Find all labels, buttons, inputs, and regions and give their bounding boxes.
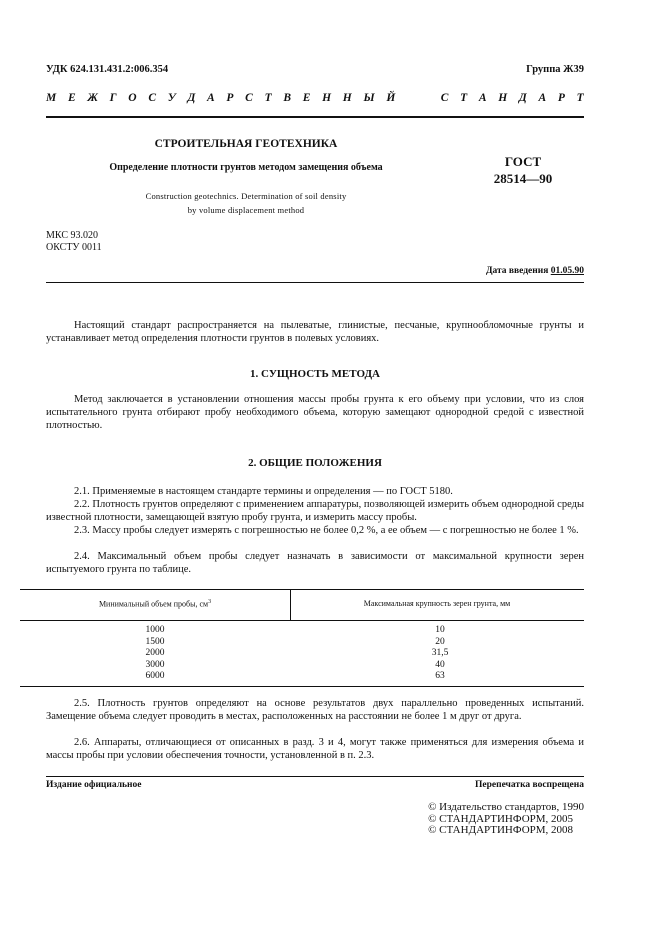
udk-code: УДК 624.131.431.2:006.354 xyxy=(46,64,169,75)
section-1-heading: 1. СУЩНОСТЬ МЕТОДА xyxy=(250,368,380,380)
table-top-rule xyxy=(20,589,584,590)
table-cell: 31,5 xyxy=(431,648,449,658)
copyright-line: © СТАНДАРТИНФОРМ, 2008 xyxy=(428,824,574,836)
interstate-standard-banner xyxy=(46,92,584,104)
table-column-min-volume xyxy=(90,625,220,683)
banner-letter: Е xyxy=(302,92,311,104)
banner-letter: У xyxy=(167,92,176,104)
banner-letter: Й xyxy=(386,92,396,104)
english-title-line1: Construction geotechnics. Determination of soil density xyxy=(145,191,347,201)
introduction-date xyxy=(486,266,584,276)
table-bottom-rule xyxy=(20,686,584,687)
date-value: 01.05.90 xyxy=(550,266,584,276)
intro-paragraph: Настоящий стандарт распространяется на пылеватые, глинистые, песчаные, крупнообломочные грунты и устанавливает метод определения плотности грунтов в полевых условиях. xyxy=(46,320,584,344)
gost-code: 28514—90 xyxy=(493,171,553,186)
banner-gap xyxy=(407,92,429,104)
clause-2-2: 2.2. Плотность грунтов определяют с применением аппаратуры, позволяющей измерить объем однородной среды известной плотности, замещающей взятую пробу грунта, и измерить массу пробы. xyxy=(46,499,584,523)
banner-letter: А xyxy=(538,92,547,104)
clause-2-1: 2.1. Применяемые в настоящем стандарте термины и определения — по ГОСТ 5180. xyxy=(74,486,453,497)
table-cell: 10 xyxy=(435,625,445,635)
table-cell: 1000 xyxy=(145,625,165,635)
title-block xyxy=(66,138,426,217)
table-cell: 2000 xyxy=(145,648,165,658)
official-edition-label: Издание официальное xyxy=(46,780,142,790)
banner-letter: В xyxy=(283,92,291,104)
banner-letter: Т xyxy=(460,92,468,104)
table-header-min-volume: Минимальный объем пробы, $см^3$ xyxy=(98,599,212,609)
table-header-rule xyxy=(20,620,584,621)
banner-letter: М xyxy=(46,92,57,104)
banner-letter: Ы xyxy=(363,92,375,104)
table-cell: 3000 xyxy=(145,659,165,670)
table-header-max-grain: Максимальная крупность зерен грунта, мм xyxy=(363,599,511,608)
classification-codes xyxy=(46,230,102,254)
banner-letter: Д xyxy=(187,92,196,104)
banner-letter: Т xyxy=(264,92,272,104)
banner-letter: Р xyxy=(226,92,234,104)
table-column-max-grain xyxy=(375,625,505,683)
banner-letter: С xyxy=(440,92,449,104)
date-divider xyxy=(46,282,584,283)
gost-number xyxy=(483,153,563,187)
standard-title: СТРОИТЕЛЬНАЯ ГЕОТЕХНИКА xyxy=(154,138,338,150)
banner-letter: Н xyxy=(342,92,352,104)
banner-letter: А xyxy=(478,92,487,104)
document-page xyxy=(46,0,584,936)
banner-letter: Е xyxy=(67,92,76,104)
banner-letter: Р xyxy=(557,92,565,104)
footer-divider xyxy=(46,776,584,777)
banner-letter: Н xyxy=(498,92,508,104)
reprint-prohibited-label: Перепечатка воспрещена xyxy=(474,780,584,790)
section-2-heading: 2. ОБЩИЕ ПОЛОЖЕНИЯ xyxy=(248,457,382,469)
banner-letter: Д xyxy=(518,92,527,104)
section-1-text: Метод заключается в установлении отношения массы пробы грунта к его объему при условии, что из слоя испытательного грунта отбирают пробу необходимого объема, которую замещают однородной средой с известной плотностью. xyxy=(46,394,584,431)
banner-letter: Т xyxy=(576,92,584,104)
english-title-line2: by volume displacement method xyxy=(187,205,305,215)
date-label: Дата введения xyxy=(485,266,549,276)
group-code: Группа Ж39 xyxy=(526,64,584,75)
table-cell: 6000 xyxy=(145,671,165,681)
copyright-block xyxy=(428,802,584,837)
copyright-line: © Издательство стандартов, 1990 xyxy=(428,801,584,813)
banner-letter: А xyxy=(207,92,215,104)
table-cell: 20 xyxy=(435,636,445,647)
banner-letter: С xyxy=(245,92,253,104)
header-divider xyxy=(46,116,584,118)
table-cell: 63 xyxy=(435,671,445,681)
okstu-code: ОКСТУ 0011 xyxy=(46,242,102,253)
mks-code: МКС 93.020 xyxy=(46,230,98,241)
banner-letter: С xyxy=(148,92,156,104)
clause-2-6: 2.6. Аппараты, отличающиеся от описанных в разд. 3 и 4, могут также применяться для измерения объема и массы пробы при условии обеспечения точности, установленной в п. 2.3. xyxy=(46,737,584,761)
table-cell: 1500 xyxy=(145,636,165,647)
clause-2-4: 2.4. Максимальный объем пробы следует назначать в зависимости от максимальной крупности зерен испытуемого грунта по таблице. xyxy=(46,551,584,575)
english-title xyxy=(66,189,426,217)
banner-letter: Н xyxy=(322,92,332,104)
clause-2-3: 2.3. Массу пробы следует измерять с погрешностью не более 0,2 %, а ее объем — с погрешностью не более 1 %. xyxy=(74,525,579,536)
table-cell: 40 xyxy=(435,659,445,670)
standard-subtitle: Определение плотности грунтов методом замещения объема xyxy=(109,162,383,173)
banner-letter: Ж xyxy=(87,92,98,104)
banner-letter: О xyxy=(128,92,137,104)
gost-label: ГОСТ xyxy=(504,154,542,169)
banner-letter: Г xyxy=(109,92,117,104)
copyright-line: © СТАНДАРТИНФОРМ, 2005 xyxy=(428,812,574,825)
clause-2-5: 2.5. Плотность грунтов определяют на основе результатов двух параллельно проведенных испытаний. Замещение объема следует проводить в местах, расположенных на расстоянии не более 1 м друг от друга. xyxy=(46,698,584,722)
